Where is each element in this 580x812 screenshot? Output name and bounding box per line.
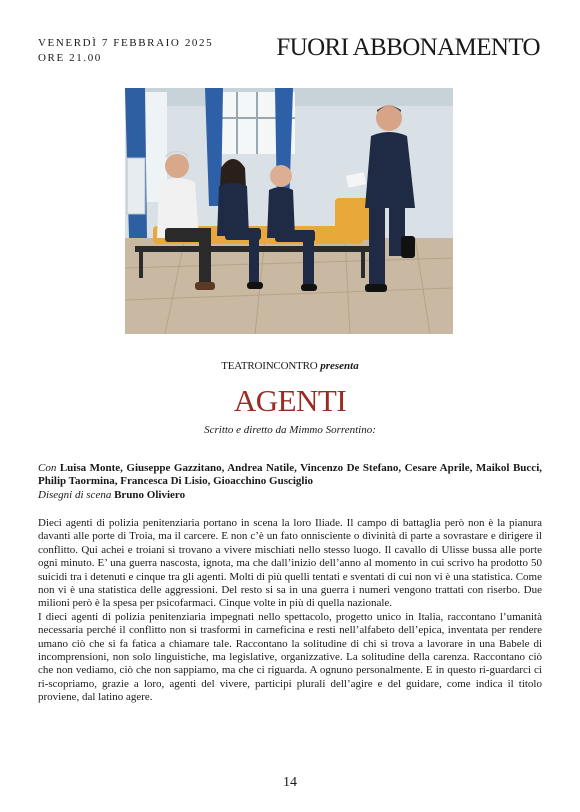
event-date: VENERDÌ 7 FEBBRAIO 2025 [38, 37, 214, 49]
cast-line [38, 462, 542, 489]
show-subtitle: Scritto e diretto da Mimmo Sorrentino: [204, 424, 376, 436]
presenta-label: presenta [320, 360, 359, 372]
presenter-line [0, 360, 580, 372]
cast-photo [125, 88, 453, 334]
section-title: FUORI ABBONAMENTO [276, 34, 540, 61]
cast-label: Con [38, 462, 57, 474]
company-name: TEATROINCONTRO [221, 360, 318, 372]
event-datetime [38, 36, 213, 66]
scene-label: Disegni di scena [38, 488, 112, 501]
body-paragraph: Dieci agenti di polizia penitenziaria portano in scena la loro Iliade. Il campo di battaglia però non è la pianura davanti alle porte di Troia, ma il carcere. E non c’è un fato onnisciente o divinità di parte a sovrastare e dirigere il conflitto. Qui achei e troiani si trovano a vivere mischiati nello stesso luogo. Il cavallo di Ulisse bussa alle porte ogni minuto. E’ una guerra nascosta, ignota, ma che dall’inizio dell’anno al momento in cui scrivo ha prodotto 50 suicidi tra i detenuti e cinque tra gli agenti. Molti di più quelli tentati e sventati di cui non vi è una statistica. Come non vi è una statistica delle aggressioni. Del resto si sa in una guerra i numeri vengono trattati con riserbo. Due milioni però è la spesa per psicofarmaci. Cinque volte in più di quella nazionale. [38, 517, 542, 610]
cast-names: Luisa Monte, Giuseppe Gazzitano, Andrea Natile, Vincenzo De Stefano, Cesare Aprile, Maikol Bucci, Philip Taormina, Francesca Di Lisio, Gioacchino Gusciglio [38, 462, 542, 488]
scene-line [38, 489, 542, 502]
page-number: 14 [283, 775, 297, 790]
body-paragraph: I dieci agenti di polizia penitenziaria impegnati nello spettacolo, progetto unico in Italia, raccontano l’umanità necessaria perché il conflitto non si trasformi in carneficina e resti nell’alfabeto dell’epica, inventata per rendere umano ciò che si fa fatica a chiamare tale. Raccontano la solitudine di chi si trova a lavorare in una Babele di incomprensioni, non solo linguistiche, ma legislative, organizzative. La solitudine della carenza. Raccontano ciò che non vediamo, ciò che non sappiamo, ma che ci riguarda. A ognuno personalmente. E in questo ri-guardarci ci ri-scopriamo, grazie a loro, agenti del vivere, participi plurali dell’agire e del guidare, come indica il titolo proviene, dal latino agere. [38, 610, 542, 704]
scene-designer: Bruno Oliviero [114, 488, 186, 501]
body-text [38, 517, 542, 705]
show-title: AGENTI [233, 383, 347, 418]
event-time: ORE 21.00 [38, 52, 102, 64]
credits [38, 462, 542, 502]
